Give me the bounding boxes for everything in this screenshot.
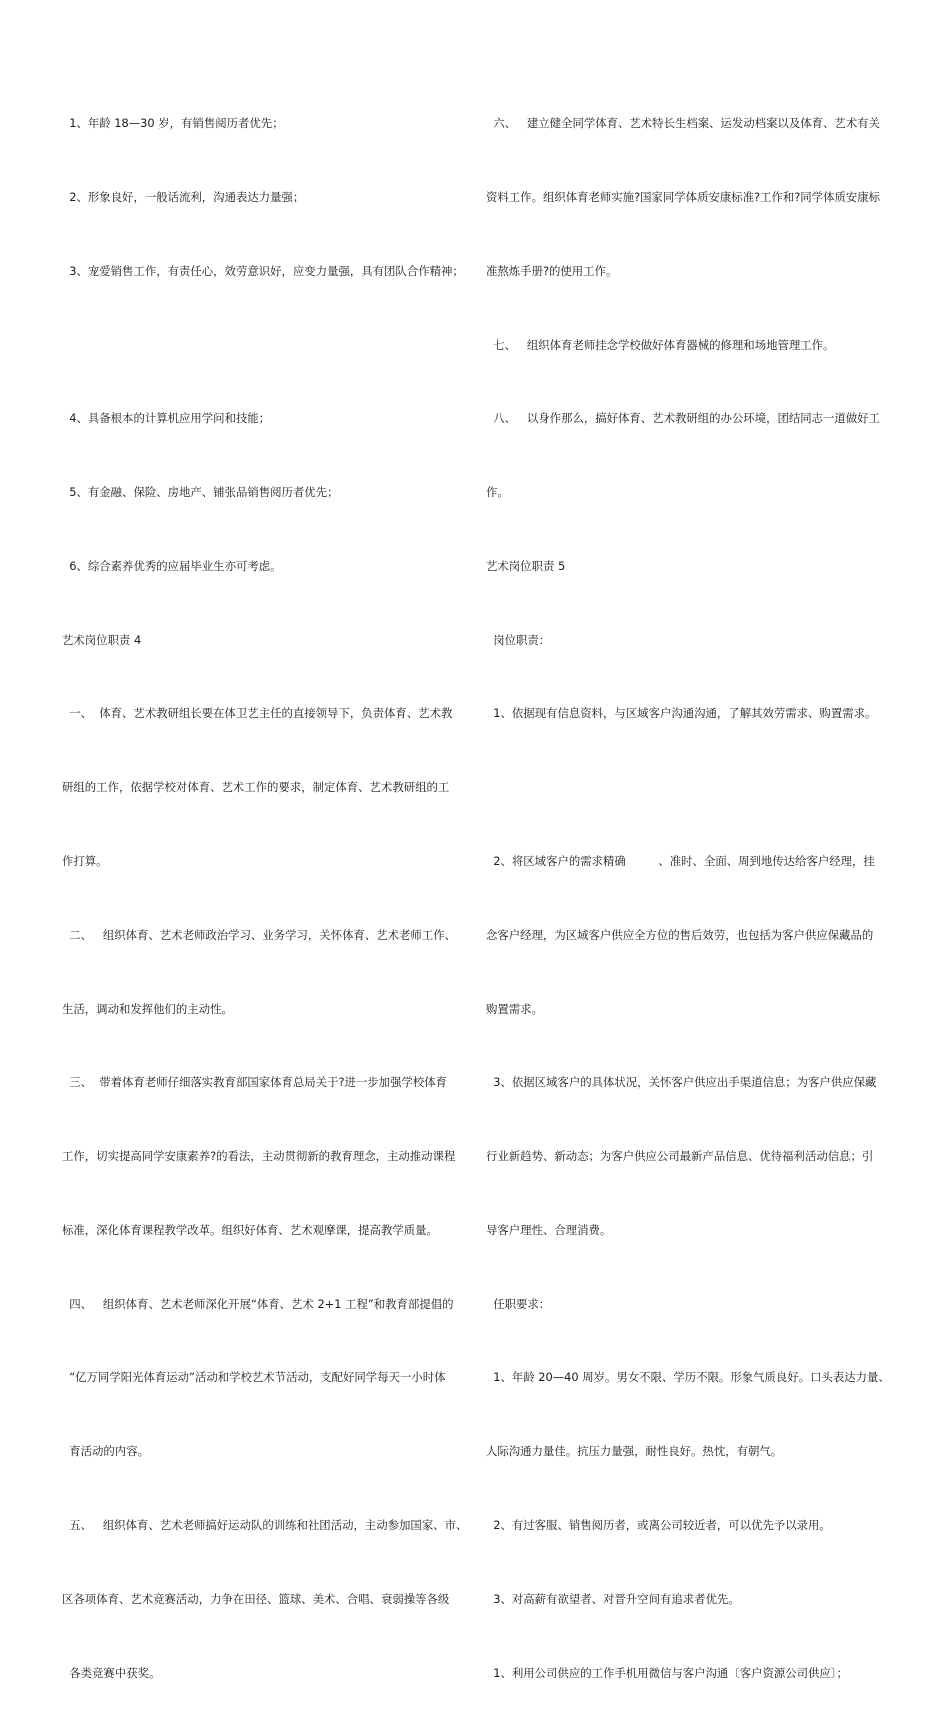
subheading: 岗位职责：: [486, 632, 551, 647]
section-heading: 艺术岗位职责 5: [486, 558, 566, 573]
text-line: 六、 建立健全同学体育、艺术特长生档案、运发动档案以及体育、艺术有关: [486, 116, 880, 131]
text-line: 5、有金融、保险、房地产、铺张品销售阅历者优先；: [62, 485, 339, 500]
text-line: 作。: [486, 485, 509, 500]
text-line: 作打算。: [62, 854, 108, 868]
text-line: 1、年龄 20—40 周岁。男女不限、学历不限。形象气质良好。口头表达力量、: [486, 1370, 890, 1385]
right-column: [486, 62, 906, 1734]
text-line: 2、形象良好，一般话流利，沟通表达力量强；: [62, 189, 305, 204]
text-line: 七、 组织体育老师挂念学校做好体育器械的修理和场地管理工作。: [486, 337, 835, 352]
text-line: 2、将区域客户的需求精确 、准时、全面、周到地传达给客户经理，挂: [486, 854, 875, 868]
text-line: 工作，切实提高同学安康素养?的看法，主动贯彻新的教育理念，主动推动课程: [62, 1149, 456, 1164]
text-line: 资料工作。组织体育老师实施?国家同学体质安康标准?工作和?同学体质安康标: [486, 189, 881, 204]
text-line: 各类竞赛中获奖。: [62, 1665, 161, 1680]
text-line: 导客户理性、合理消费。: [486, 1222, 612, 1237]
text-line: 八、 以身作那么，搞好体育、艺术教研组的办公环境，团结同志一道做好工: [486, 411, 880, 426]
text-line: 三、 带着体育老师仔细落实教育部国家体育总局关于?进一步加强学校体育: [62, 1075, 448, 1090]
text-line: 五、 组织体育、艺术老师搞好运动队的训练和社团活动，主动参加国家、市、: [62, 1518, 468, 1533]
text-line: 1、年龄 18—30 岁，有销售阅历者优先；: [62, 116, 284, 131]
text-line: 生活，调动和发挥他们的主动性。: [62, 1001, 233, 1016]
text-line: 念客户经理，为区域客户供应全方位的售后效劳，也包括为客户供应保藏品的: [486, 927, 874, 942]
blank-line: [62, 333, 474, 358]
text-line: 1、依据现有信息资料，与区域客户沟通沟通，了解其效劳需求、购置需求。: [486, 706, 877, 721]
text-line: 四、 组织体育、艺术老师深化开展“体育、艺术 2+1 工程”和教育部提倡的: [62, 1296, 454, 1311]
text-line: 育活动的内容。: [62, 1444, 149, 1459]
text-line: 人际沟通力量佳。抗压力量强，耐性良好。热忱，有朝气。: [486, 1444, 783, 1459]
text-line: 二、 组织体育、艺术老师政治学习、业务学习，关怀体育、艺术老师工作、: [62, 927, 456, 942]
blank-line: [486, 775, 906, 800]
text-line: 一、 体育、艺术教研组长要在体卫艺主任的直接领导下，负责体育、艺术教: [62, 706, 453, 721]
text-line: 购置需求。: [486, 1001, 543, 1016]
text-line: 1、利用公司供应的工作手机用微信与客户沟通〔客户资源公司供应〕；: [486, 1665, 848, 1680]
text-line: 行业新趋势、新动态；为客户供应公司最新产品信息、优待福利活动信息；引: [486, 1149, 874, 1164]
text-line: 3、依据区域客户的具体状况，关怀客户供应出手渠道信息；为客户供应保藏: [486, 1075, 877, 1090]
text-line: 2、有过客服、销售阅历者，或离公司较近者，可以优先予以录用。: [486, 1518, 831, 1533]
text-line: 准熬炼手册?的使用工作。: [486, 263, 618, 278]
text-line: 3、宠爱销售工作，有责任心，效劳意识好，应变力量强，具有团队合作精神；: [62, 263, 464, 278]
section-heading: 艺术岗位职责 4: [62, 632, 142, 647]
text-line: 4、具备根本的计算机应用学问和技能；: [62, 411, 271, 426]
text-line: 区各项体育、艺术竞赛活动，力争在田径、篮球、美术、合唱、衰弱操等各级: [62, 1591, 450, 1606]
subheading: 任职要求：: [486, 1296, 551, 1311]
text-line: 6、综合素养优秀的应届毕业生亦可考虑。: [62, 558, 282, 573]
text-line: 3、对高薪有欲望者、对晋升空间有追求者优先。: [486, 1591, 740, 1606]
left-column: [62, 62, 474, 1734]
text-line: 标准，深化体育课程教学改革。组织好体育、艺术观摩课，提高教学质量。: [62, 1222, 438, 1237]
text-line: 研组的工作，依据学校对体育、艺术工作的要求，制定体育、艺术教研组的工: [62, 780, 450, 795]
text-line: “亿万同学阳光体育运动”活动和学校艺术节活动，支配好同学每天一小时体: [62, 1370, 446, 1385]
